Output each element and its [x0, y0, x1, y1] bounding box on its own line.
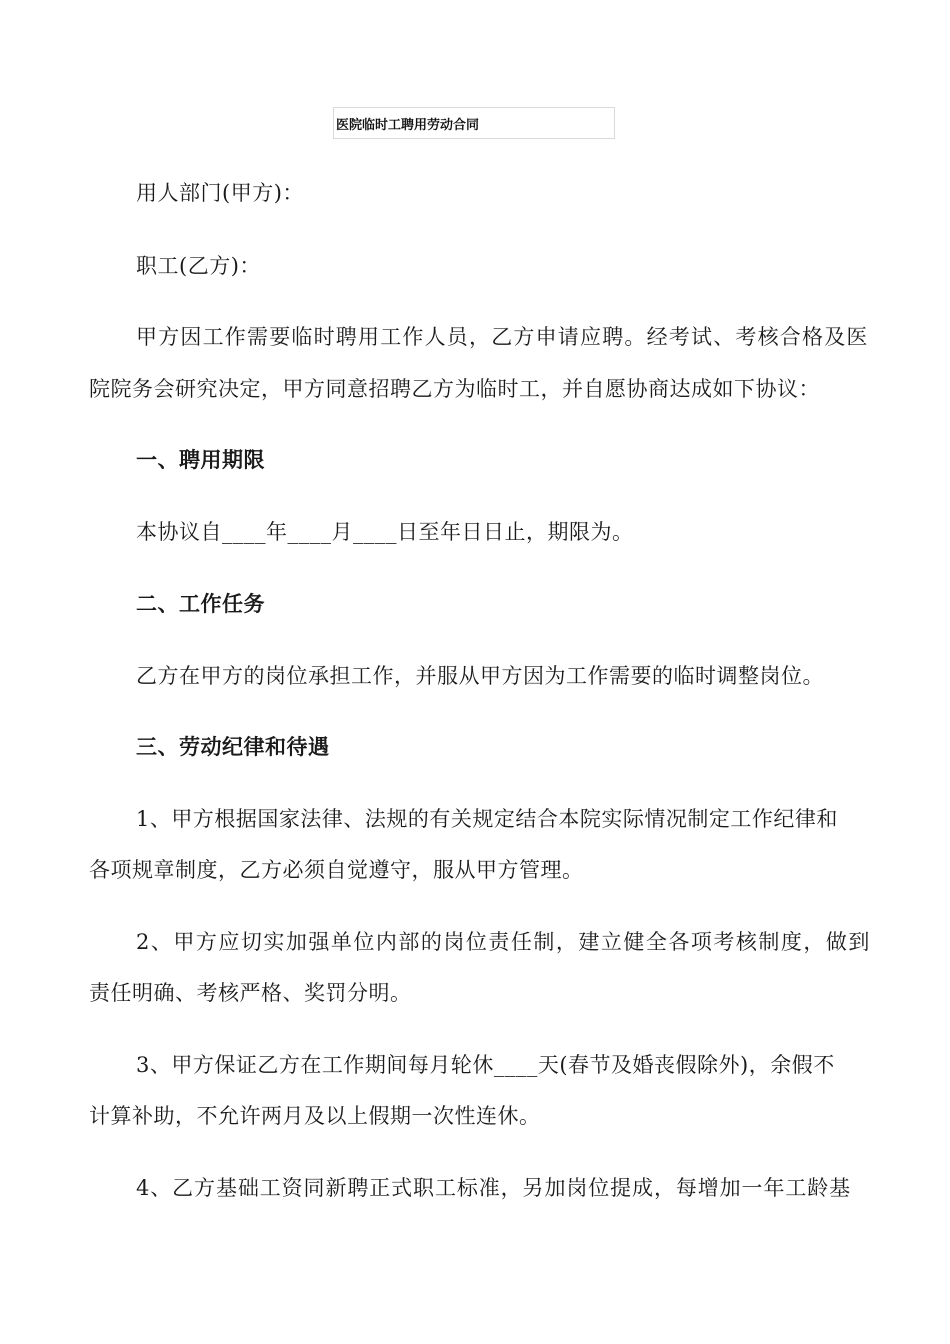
document-title: 医院临时工聘用劳动合同: [336, 117, 480, 133]
clause-1-line-1: 1、甲方根据国家法律、法规的有关规定结合本院实际情况制定工作纪律和: [136, 807, 838, 831]
section-heading-discipline: 三、劳动纪律和待遇: [136, 735, 330, 759]
clause-3-line-2: 计算补助，不允许两月及以上假期一次性连休。: [89, 1104, 541, 1128]
clause-2-line-2: 责任明确、考核严格、奖罚分明。: [89, 981, 412, 1005]
clause-3-line-1: 3、甲方保证乙方在工作期间每月轮休____天(春节及婚丧假除外)，余假不: [136, 1053, 835, 1077]
party-b-line: 职工(乙方)：: [136, 254, 261, 278]
party-a-line: 用人部门(甲方)：: [136, 181, 304, 205]
term-paragraph: 本协议自____年____月____日至年日日止，期限为。: [136, 520, 634, 544]
intro-paragraph-line-2: 院院务会研究决定，甲方同意招聘乙方为临时工，并自愿协商达成如下协议：: [89, 377, 820, 401]
tasks-paragraph: 乙方在甲方的岗位承担工作，并服从甲方因为工作需要的临时调整岗位。: [136, 664, 824, 688]
clause-1-line-2: 各项规章制度，乙方必须自觉遵守，服从甲方管理。: [89, 858, 584, 882]
section-heading-term: 一、聘用期限: [136, 448, 265, 472]
clause-2-line-1: 2、甲方应切实加强单位内部的岗位责任制，建立健全各项考核制度，做到: [136, 930, 871, 954]
intro-paragraph-line-1: 甲方因工作需要临时聘用工作人员，乙方申请应聘。经考试、考核合格及医: [136, 325, 869, 349]
clause-4-line-1: 4、乙方基础工资同新聘正式职工标准，另加岗位提成，每增加一年工龄基: [136, 1176, 852, 1200]
document-title-box: [333, 107, 615, 139]
section-heading-tasks: 二、工作任务: [136, 592, 265, 616]
